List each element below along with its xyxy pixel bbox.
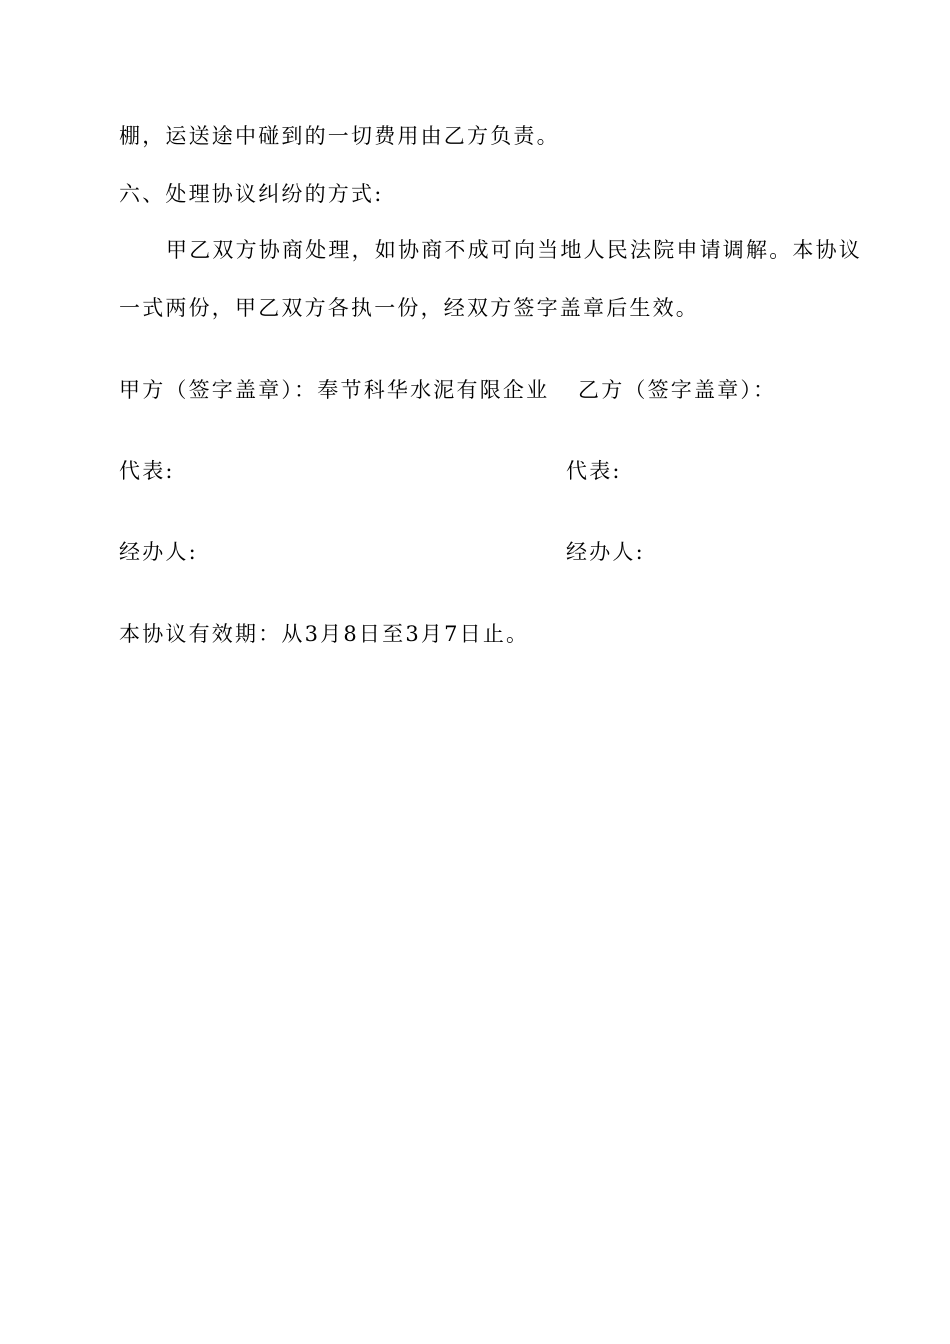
dispute-paragraph-line-1: 甲乙双方协商处理，如协商不成可向当地人民法院申请调解。本协议	[166, 238, 862, 262]
party-a-representative-label: 代表:	[119, 459, 175, 483]
dispute-paragraph-line-2: 一式两份，甲乙双方各执一份，经双方签字盖章后生效。	[119, 296, 699, 320]
party-a-signature-label: 甲方（签字盖章）：奉节科华水泥有限企业	[119, 378, 550, 402]
party-a-handler-label: 经办人:	[119, 540, 198, 564]
section-six-heading: 六、处理协议纠纷的方式:	[119, 182, 384, 206]
validity-period-text: 本协议有效期：从3月8日至3月7日止。	[119, 622, 530, 646]
party-b-representative-label: 代表:	[566, 459, 622, 483]
party-b-handler-label: 经办人:	[566, 540, 645, 564]
party-b-signature-label: 乙方（签字盖章）：	[578, 378, 777, 402]
clause-continuation-text: 棚，运送途中碰到的一切费用由乙方负责。	[119, 124, 560, 148]
